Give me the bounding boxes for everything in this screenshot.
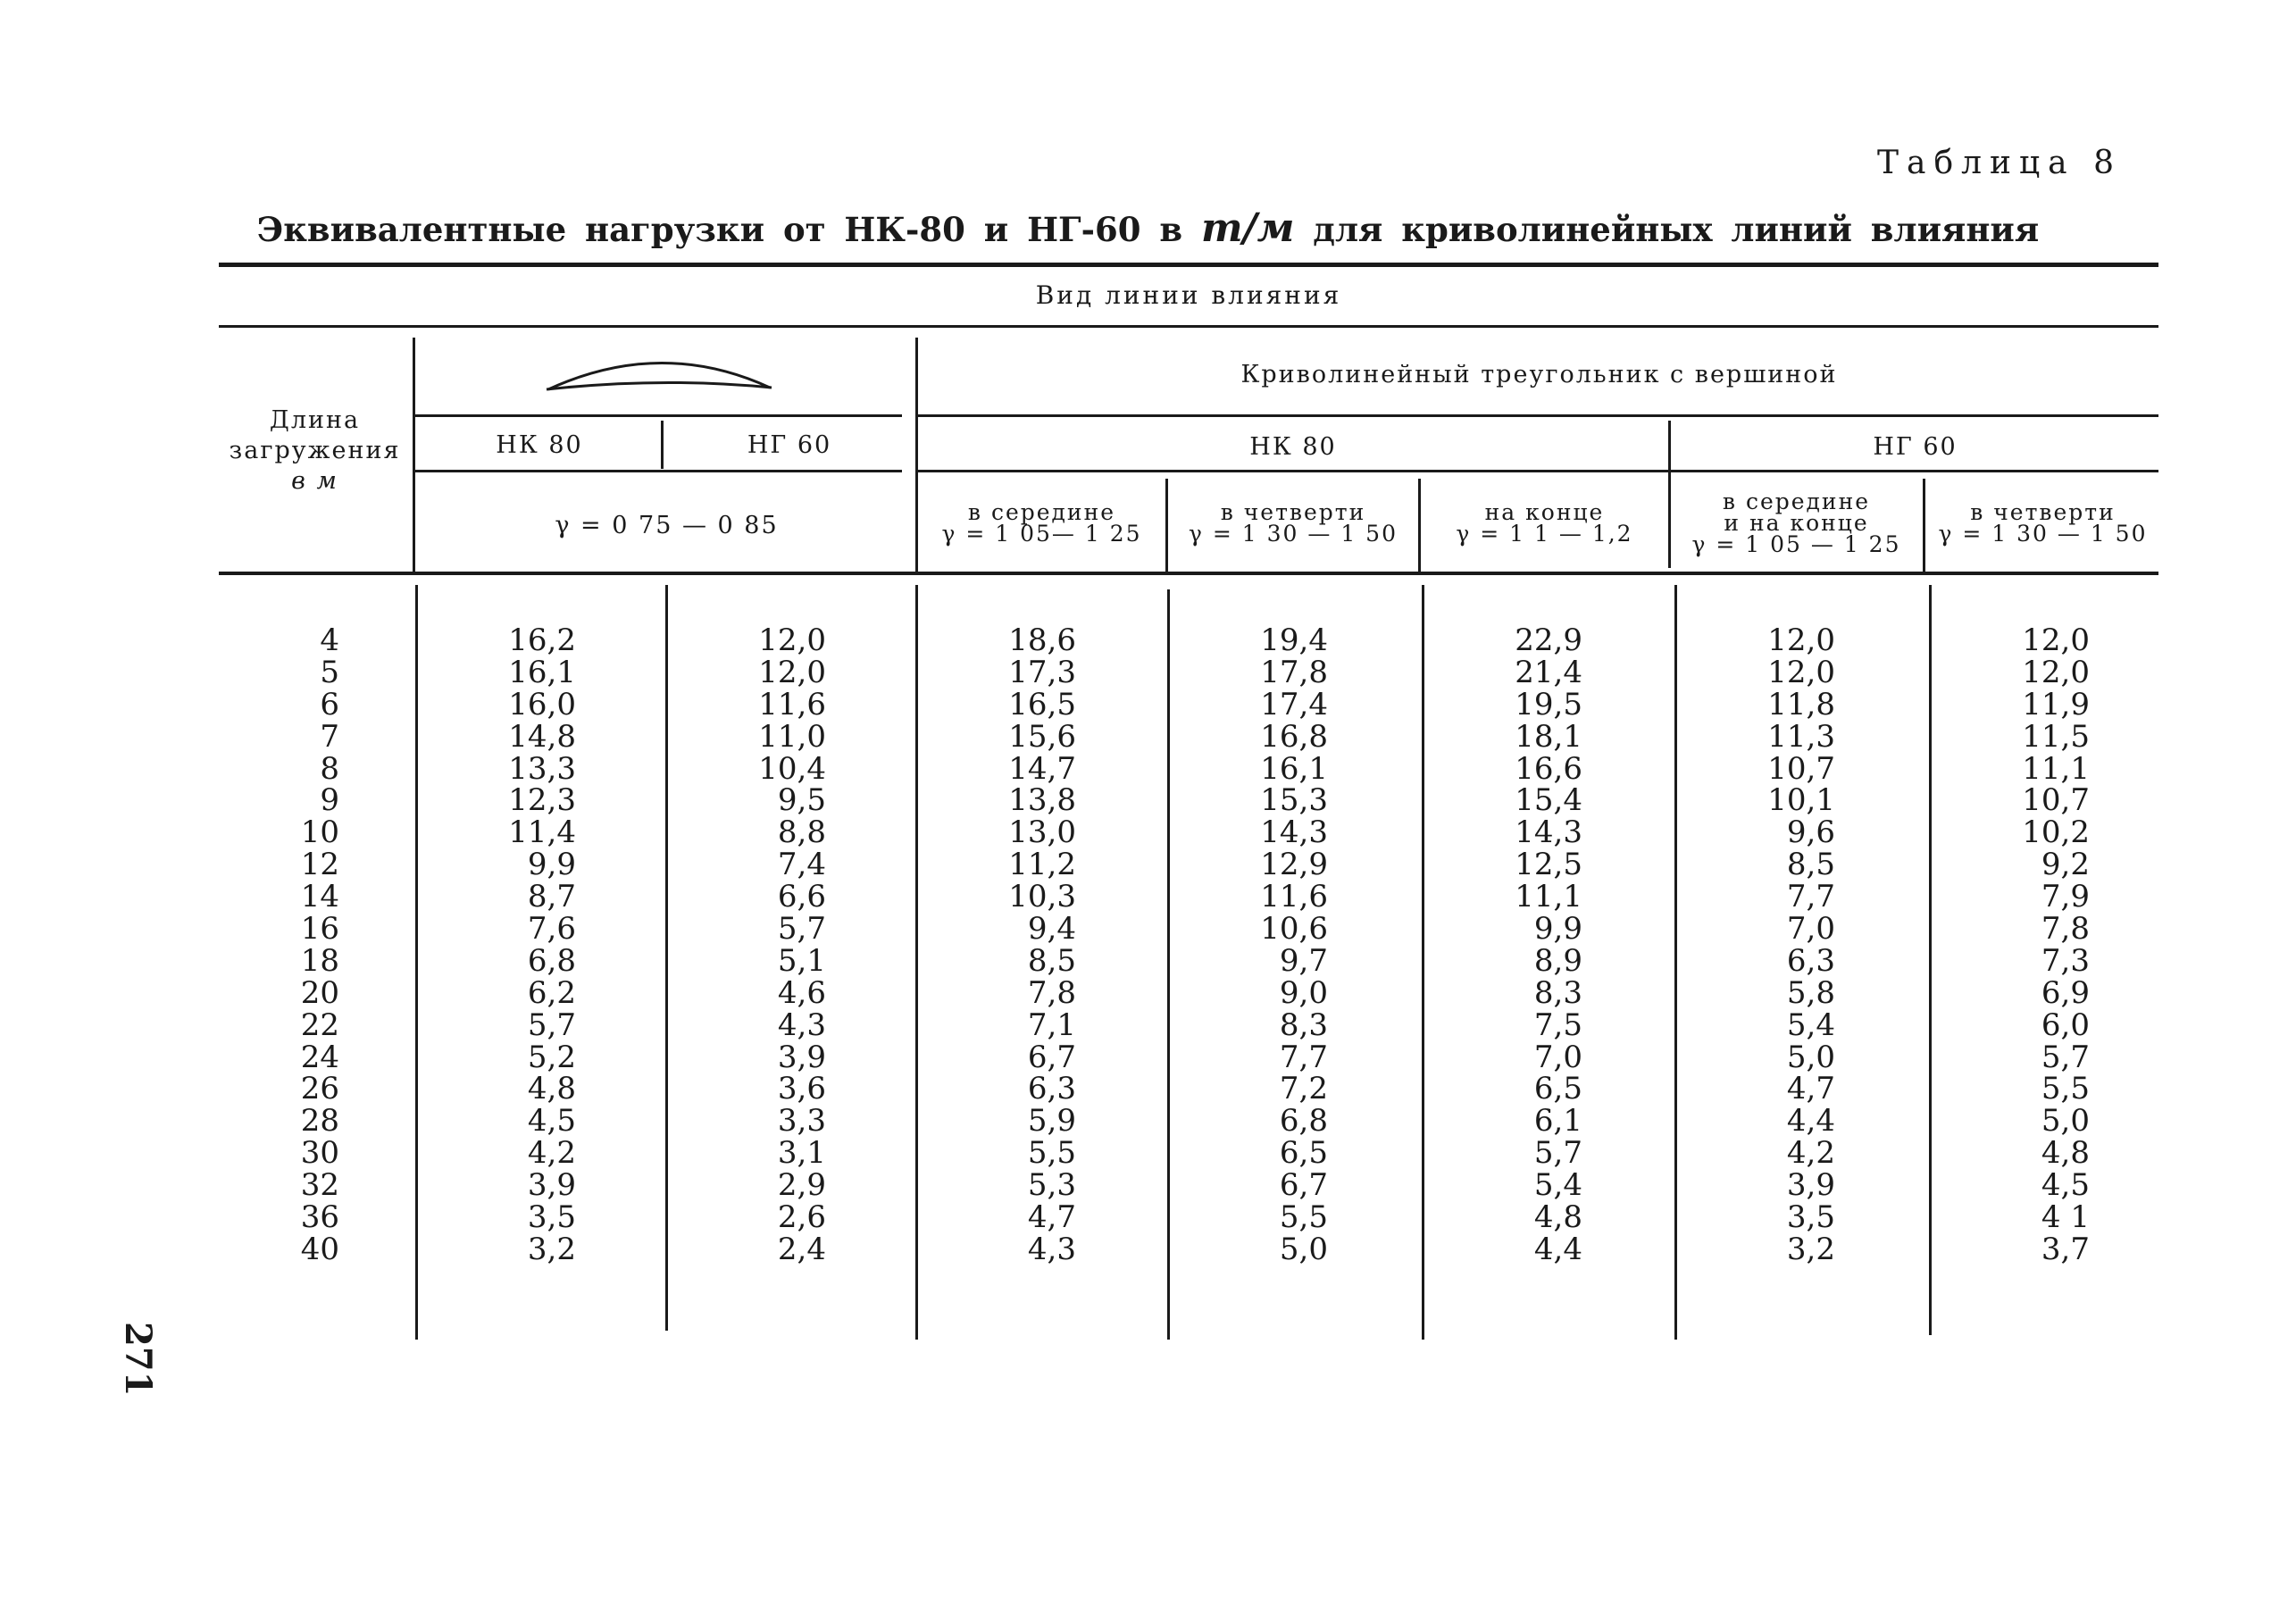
table-cell: 10,7 [2022,782,2090,819]
table-cell: 5,4 [1786,1006,1835,1043]
vline-length [413,338,415,572]
table-cell: 7,5 [1533,1006,1582,1043]
title-unit: т/м [1200,205,1295,251]
table-cell: 3,9 [1786,1167,1835,1204]
table-cell: 3,7 [2041,1231,2090,1267]
table-cell: 8,9 [1533,942,1582,979]
table-cell: 4,5 [2041,1167,2090,1204]
table-cell: 16,5 [1008,686,1076,722]
table-cell: 9,6 [1786,814,1835,851]
table-cell: 11,1 [1515,879,1582,915]
rule-lens-mid [415,470,902,472]
table-cell: 4,7 [1786,1071,1835,1107]
header-sub-line: γ = 1 1 — 1,2 [1456,520,1633,547]
table-cell: 7,7 [1786,879,1835,915]
table-cell: 17,3 [1008,654,1076,690]
table-cell: 13,8 [1008,782,1076,819]
table-cell: 9,2 [2041,847,2090,883]
vline-sub4 [1923,479,1925,572]
table-cell: 16 [300,911,339,948]
page-number: 271 [117,1322,159,1397]
header-triangle: Криволинейный треугольник с вершиной [1240,361,1838,388]
vline-lens-tri [915,338,918,572]
table-cell: 5,3 [1027,1167,1076,1204]
table-cell: 4,4 [1786,1103,1835,1140]
vline-body-7 [1929,585,1932,1335]
header-sub-line: в четверти [1970,499,2116,525]
title-text-end: для криволинейных линий влияния [1313,210,2040,249]
table-cell: 4,8 [527,1071,576,1107]
table-cell: 6,1 [1533,1103,1582,1140]
table-cell: 9 [320,782,339,819]
table-cell: 4,5 [527,1103,576,1140]
table-cell: 21,4 [1515,654,1582,690]
header-lens-gamma: γ = 0 75 — 0 85 [555,512,779,539]
table-cell: 6,8 [527,942,576,979]
table-cell: 18,6 [1008,622,1076,658]
vline-body-6 [1674,585,1677,1340]
table-cell: 4 1 [2041,1199,2090,1236]
table-cell: 4,2 [1786,1135,1835,1172]
table-cell: 9,7 [1279,942,1328,979]
table-cell: 6,7 [1027,1039,1076,1075]
table-cell: 14 [300,879,339,915]
table-cell: 7,0 [1533,1039,1582,1075]
table-cell: 4,3 [1027,1231,1076,1267]
table-cell: 12 [300,847,339,883]
table-cell: 3,2 [527,1231,576,1267]
table-cell: 3,2 [1786,1231,1835,1267]
table-cell: 5,0 [1786,1039,1835,1075]
table-cell: 22 [300,1006,339,1043]
table-cell: 6,3 [1027,1071,1076,1107]
table-cell: 18 [300,942,339,979]
table-cell: 4 [320,622,339,658]
table-cell: 4,4 [1533,1231,1582,1267]
vline-body-2 [665,585,668,1331]
column-nk80-quarter [1181,622,1328,1267]
header-nk80-quarter [1170,499,1416,547]
table-cell: 11,9 [2022,686,2090,722]
table-cell: 8 [320,750,339,787]
table-cell: 15,6 [1008,718,1076,755]
table-cell: 12,0 [2022,622,2090,658]
table-cell: 16,1 [1260,750,1328,787]
column-lens-nk80 [429,622,576,1267]
table-cell: 14,7 [1008,750,1076,787]
header-tri-nk80: НК 80 [1249,433,1337,461]
table-cell: 8,7 [527,879,576,915]
table-cell: 4,2 [527,1135,576,1172]
table-cell: 7,2 [1279,1071,1328,1107]
table-cell: 6,9 [2041,974,2090,1011]
table-cell: 6,0 [2041,1006,2090,1043]
table-cell: 11,6 [1260,879,1328,915]
table-cell: 7,0 [1786,911,1835,948]
table-cell: 17,8 [1260,654,1328,690]
header-length-line: в м [291,467,338,496]
table-cell: 3,9 [777,1039,826,1075]
table-cell: 5,4 [1533,1167,1582,1204]
header-sub-line: γ = 1 30 — 1 50 [1938,520,2148,547]
table-cell: 8,3 [1279,1006,1328,1043]
table-cell: 6,8 [1279,1103,1328,1140]
table-cell: 7,4 [777,847,826,883]
table-cell: 7,9 [2041,879,2090,915]
table-cell: 3,3 [777,1103,826,1140]
table-cell: 12,0 [1767,654,1835,690]
table-cell: 40 [300,1231,339,1267]
table-cell: 7 [320,718,339,755]
table-cell: 8,8 [777,814,826,851]
table-cell: 19,4 [1260,622,1328,658]
table-cell: 5,7 [2041,1039,2090,1075]
table-cell: 7,8 [1027,974,1076,1011]
header-sub-line: γ = 1 05— 1 25 [941,520,1142,547]
table-cell: 13,3 [508,750,576,787]
table-cell: 18,1 [1515,718,1582,755]
table-cell: 2,9 [777,1167,826,1204]
table-cell: 12,3 [508,782,576,819]
header-sub-line: на конце [1484,499,1605,525]
table-cell: 11,1 [2022,750,2090,787]
header-nk80-end [1423,499,1666,547]
column-nk80-middle [929,622,1076,1267]
table-cell: 6 [320,686,339,722]
table-cell: 3,6 [777,1071,826,1107]
header-lens-nk80: НК 80 [496,431,583,459]
table-cell: 30 [300,1135,339,1172]
table-cell: 11,3 [1767,718,1835,755]
column-nk80-end [1435,622,1582,1267]
table-cell: 5,8 [1786,974,1835,1011]
table-cell: 12,0 [758,654,826,690]
table-cell: 4,6 [777,974,826,1011]
table-cell: 8,5 [1786,847,1835,883]
header-bottom-rule [219,572,2158,575]
table-cell: 6,5 [1533,1071,1582,1107]
table-title [0,205,2296,251]
table-cell: 9,9 [527,847,576,883]
table-cell: 10 [300,814,339,851]
table-cell: 10,7 [1767,750,1835,787]
table-cell: 5,7 [777,911,826,948]
vline-nk-ng [1668,421,1671,568]
table-cell: 12,9 [1260,847,1328,883]
table-cell: 12,0 [758,622,826,658]
table-cell: 5,5 [1279,1199,1328,1236]
table-cell: 5,0 [2041,1103,2090,1140]
table-cell: 5,9 [1027,1103,1076,1140]
top-thick-rule [219,263,2158,267]
table-cell: 32 [300,1167,339,1204]
table-cell: 6,6 [777,879,826,915]
table-caption: Таблица 8 [1877,145,2122,181]
table-cell: 26 [300,1071,339,1107]
table-cell: 14,3 [1260,814,1328,851]
table-cell: 24 [300,1039,339,1075]
header-sub-line: в четверти [1220,499,1366,525]
table-cell: 11,0 [758,718,826,755]
table-cell: 2,6 [777,1199,826,1236]
table-cell: 7,6 [527,911,576,948]
table-cell: 11,5 [2022,718,2090,755]
table-cell: 10,4 [758,750,826,787]
vline-body-5 [1422,585,1424,1340]
table-cell: 9,9 [1533,911,1582,948]
table-cell: 6,2 [527,974,576,1011]
table-cell: 9,0 [1279,974,1328,1011]
table-cell: 5,0 [1279,1231,1328,1267]
table-cell: 6,5 [1279,1135,1328,1172]
table-cell: 10,3 [1008,879,1076,915]
table-cell: 7,3 [2041,942,2090,979]
rule-under-view [219,325,2158,328]
table-cell: 11,2 [1008,847,1076,883]
header-sub-line: γ = 1 05 — 1 25 [1691,530,1901,557]
header-sub-line: γ = 1 30 — 1 50 [1188,520,1398,547]
table-cell: 15,4 [1515,782,1582,819]
header-sub-line: в середине [967,499,1116,525]
table-cell: 3,9 [527,1167,576,1204]
table-cell: 10,1 [1767,782,1835,819]
table-cell: 7,8 [2041,911,2090,948]
table-cell: 16,2 [508,622,576,658]
table-cell: 3,1 [777,1135,826,1172]
table-cell: 28 [300,1103,339,1140]
table-cell: 4,8 [1533,1199,1582,1236]
header-nk80-middle [920,499,1164,547]
table-cell: 10,2 [2022,814,2090,851]
table-cell: 5,5 [2041,1071,2090,1107]
table-cell: 5,1 [777,942,826,979]
vline-body-3 [915,585,918,1340]
header-tri-ng60: НГ 60 [1873,433,1958,461]
table-cell: 4,3 [777,1006,826,1043]
table-cell: 3,5 [1786,1199,1835,1236]
table-cell: 5 [320,654,339,690]
table-cell: 3,5 [527,1199,576,1236]
table-cell: 11,6 [758,686,826,722]
table-cell: 16,1 [508,654,576,690]
table-cell: 13,0 [1008,814,1076,851]
rule-lens-top [415,414,902,417]
table-cell: 4,7 [1027,1199,1076,1236]
table-cell: 4,8 [2041,1135,2090,1172]
header-lens-ng60: НГ 60 [747,431,832,459]
table-cell: 16,0 [508,686,576,722]
vline-sub1 [1165,479,1168,572]
table-cell: 14,3 [1515,814,1582,851]
header-sub-line: и на конце [1724,509,1869,536]
header-ng60-quarter [1927,499,2158,547]
column-lens-ng60 [679,622,826,1267]
table-cell: 17,4 [1260,686,1328,722]
table-cell: 12,0 [1767,622,1835,658]
vline-body-1 [415,585,418,1340]
table-cell: 16,8 [1260,718,1328,755]
table-cell: 2,4 [777,1231,826,1267]
table-cell: 20 [300,974,339,1011]
table-cell: 7,7 [1279,1039,1328,1075]
vline-body-4 [1167,589,1170,1340]
table-cell: 5,2 [527,1039,576,1075]
column-ng60-quarter [1942,622,2090,1267]
title-text: Эквивалентные нагрузки от НК-80 и НГ-60 в [256,210,1183,249]
vline-sub2 [1418,479,1421,572]
rule-tri-top [918,414,2158,417]
rule-tri-mid [918,470,2158,472]
table-cell: 11,4 [508,814,576,851]
table-cell: 9,4 [1027,911,1076,948]
table-cell: 10,6 [1260,911,1328,948]
table-cell: 5,7 [527,1006,576,1043]
table-cell: 12,5 [1515,847,1582,883]
table-cell: 12,0 [2022,654,2090,690]
vline-lens-split [661,421,664,469]
table-cell: 7,1 [1027,1006,1076,1043]
table-cell: 16,6 [1515,750,1582,787]
table-cell: 14,8 [508,718,576,755]
table-cell: 6,7 [1279,1167,1328,1204]
table-cell: 5,7 [1533,1135,1582,1172]
table-cell: 11,8 [1767,686,1835,722]
header-length-line: Длина [269,406,361,434]
header-length-line: загружения [229,437,401,465]
column-length [223,622,339,1267]
table-cell: 5,5 [1027,1135,1076,1172]
header-length [219,405,411,497]
table-cell: 8,5 [1027,942,1076,979]
header-sub-line: в середине [1722,489,1871,514]
table-cell: 36 [300,1199,339,1236]
header-ng60-middle-end [1672,491,1921,555]
table-cell: 15,3 [1260,782,1328,819]
table-cell: 8,3 [1533,974,1582,1011]
column-ng60-middle-end [1688,622,1835,1267]
table-cell: 6,3 [1786,942,1835,979]
header-view-of-line: Вид линии влияния [1035,280,1342,310]
lens-influence-line-icon [536,350,786,395]
table-cell: 19,5 [1515,686,1582,722]
table-cell: 9,5 [777,782,826,819]
table-cell: 22,9 [1515,622,1582,658]
